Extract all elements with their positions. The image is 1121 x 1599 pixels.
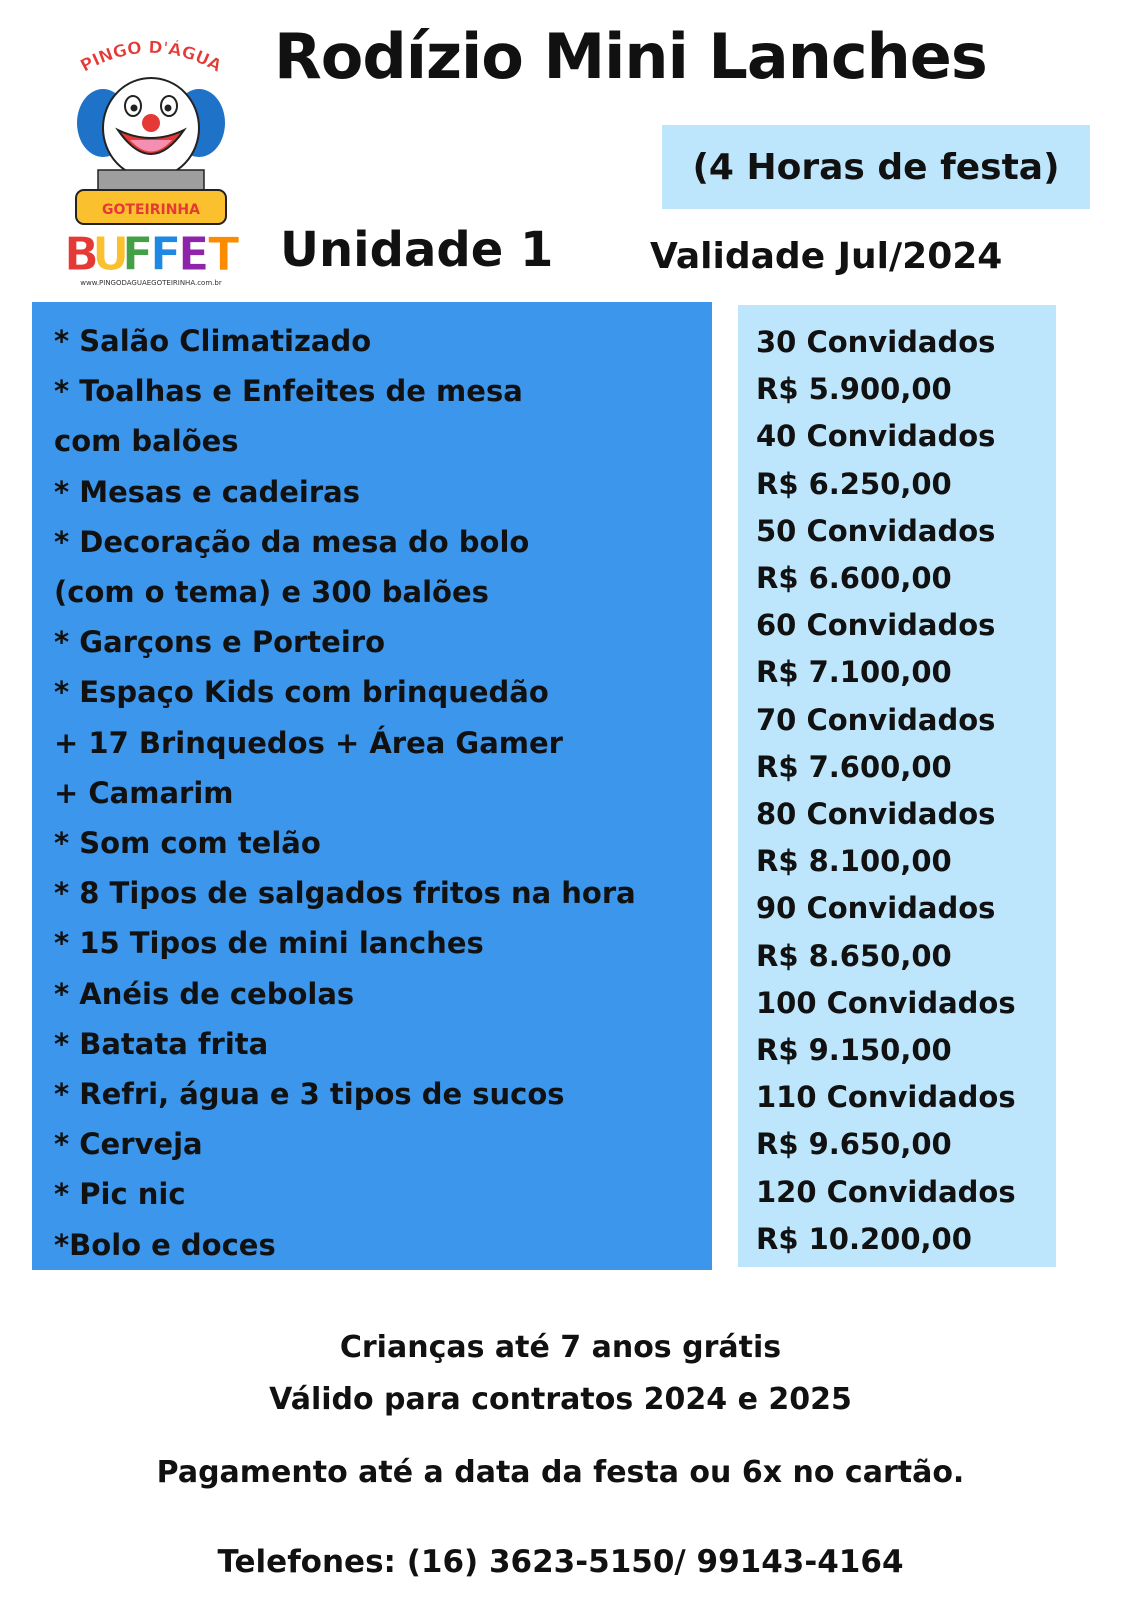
validity-label: Validade Jul/2024 xyxy=(650,236,1003,277)
contracts-note: Válido para contratos 2024 e 2025 xyxy=(269,1382,852,1417)
price-value: R$ 10.200,00 xyxy=(756,1221,972,1256)
clown-logo-icon xyxy=(58,28,244,290)
price-value: R$ 9.150,00 xyxy=(756,1033,952,1068)
feature-line: + Camarim xyxy=(54,775,234,810)
feature-line: * Anéis de cebolas xyxy=(54,976,355,1011)
guest-count: 30 Convidados xyxy=(756,325,996,359)
guest-count: 100 Convidados xyxy=(756,985,1016,1020)
logo-letter: T xyxy=(208,227,240,281)
features-panel xyxy=(32,302,712,1270)
logo-ribbon-text: GOTEIRINHA xyxy=(102,202,200,218)
logo-letter: U xyxy=(92,227,130,281)
feature-line: * Cerveja xyxy=(54,1127,203,1162)
guest-count: 90 Convidados xyxy=(756,891,996,926)
guest-count: 60 Convidados xyxy=(756,608,996,643)
logo-brand-text: PINGO D'ÁGUA xyxy=(77,37,225,77)
feature-line: (com o tema) e 300 balões xyxy=(54,575,489,610)
svg-text:PINGO D'ÁGUA xyxy=(77,37,225,77)
guest-count: 80 Convidados xyxy=(756,797,996,832)
feature-line: * Pic nic xyxy=(54,1177,186,1212)
feature-line: * Salão Climatizado xyxy=(54,324,372,358)
phone-numbers: Telefones: (16) 3623-5150/ 99143-4164 xyxy=(217,1544,904,1580)
price-value: R$ 7.600,00 xyxy=(756,749,952,784)
price-value: R$ 5.900,00 xyxy=(756,372,952,407)
price-value: R$ 8.650,00 xyxy=(756,938,952,973)
feature-line: * Mesas e cadeiras xyxy=(54,474,361,509)
buffet-logo xyxy=(58,28,244,290)
hours-badge xyxy=(662,125,1090,209)
payment-note: Pagamento até a data da festa ou 6x no cartão. xyxy=(156,1455,965,1490)
feature-line: * Decoração da mesa do bolo xyxy=(54,524,530,559)
feature-line: * Refri, água e 3 tipos de sucos xyxy=(54,1077,565,1112)
page-title: Rodízio Mini Lanches xyxy=(274,20,987,93)
guest-count: 70 Convidados xyxy=(756,702,996,737)
guest-count: 50 Convidados xyxy=(756,513,996,548)
feature-line: * 8 Tipos de salgados fritos na hora xyxy=(54,876,636,911)
price-value: R$ 9.650,00 xyxy=(756,1127,952,1162)
guest-count: 120 Convidados xyxy=(756,1174,1016,1209)
logo-letter: B xyxy=(64,227,100,281)
logo-letter: F xyxy=(122,227,154,281)
guest-count: 40 Convidados xyxy=(756,419,996,454)
price-value: R$ 6.250,00 xyxy=(756,466,952,501)
feature-line: com balões xyxy=(54,424,239,459)
price-value: R$ 8.100,00 xyxy=(756,844,952,879)
price-value: R$ 6.600,00 xyxy=(756,561,952,596)
hours-text: (4 Horas de festa) xyxy=(692,146,1060,188)
feature-line: * Batata frita xyxy=(54,1026,269,1061)
feature-line: + 17 Brinquedos + Área Gamer xyxy=(54,725,563,760)
feature-line: * Toalhas e Enfeites de mesa xyxy=(54,374,523,409)
kids-free-note: Crianças até 7 anos grátis xyxy=(339,1330,782,1365)
feature-line: * Som com telão xyxy=(54,826,321,861)
price-value: R$ 7.100,00 xyxy=(756,655,952,690)
logo-url: www.PINGODAGUAEGOTEIRINHA.com.br xyxy=(80,279,222,287)
prices-panel xyxy=(738,305,1056,1267)
unit-label: Unidade 1 xyxy=(280,222,554,278)
feature-line: *Bolo e doces xyxy=(54,1227,276,1262)
guest-count: 110 Convidados xyxy=(756,1080,1016,1115)
logo-letter: F xyxy=(150,227,182,281)
feature-line: * 15 Tipos de mini lanches xyxy=(54,926,484,961)
feature-line: * Garçons e Porteiro xyxy=(54,625,385,660)
logo-letter: E xyxy=(178,227,210,281)
feature-line: * Espaço Kids com brinquedão xyxy=(54,675,549,710)
